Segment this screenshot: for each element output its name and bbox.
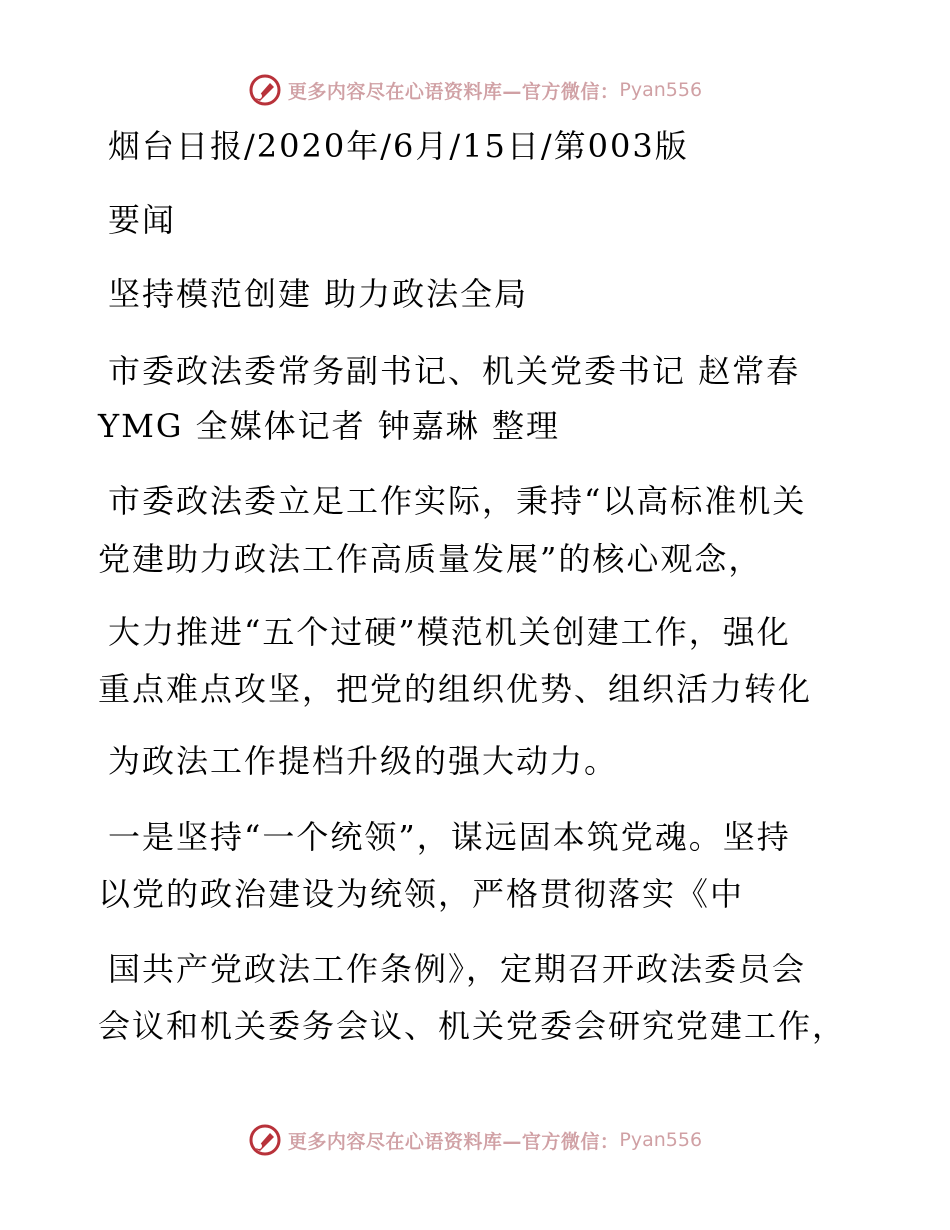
paragraph-line: 以党的政治建设为统领，严格贯彻落实《中: [98, 875, 745, 913]
header-watermark: [0, 70, 950, 110]
watermark-text: 更多内容尽在心语资料库—官方微信：: [287, 1130, 620, 1153]
paragraph-line: 党建助力政法工作高质量发展”的核心观念，: [98, 540, 763, 578]
section-label: 要闻: [108, 201, 177, 239]
paragraph-line: 为政法工作提档升级的强大动力。: [108, 742, 619, 780]
author-line: 市委政法委常务副书记、机关党委书记 赵常春: [108, 352, 801, 390]
watermark-text: 更多内容尽在心语资料库—官方微信：: [287, 80, 620, 103]
watermark-wechat-id: Pyan556: [619, 79, 703, 101]
paragraph-line: 会议和机关委务会议、机关党委会研究党建工作，: [98, 1007, 847, 1045]
pen-logo-icon: [248, 1123, 282, 1157]
paragraph-line: 一是坚持“一个统领”，谋远固本筑党魂。坚持: [108, 818, 791, 856]
paragraph-line: 大力推进“五个过硬”模范机关创建工作，强化: [108, 613, 791, 651]
source-line: 烟台日报/2020年/6月/15日/第003版: [108, 127, 689, 165]
watermark-wechat-id: Pyan556: [619, 1129, 703, 1151]
paragraph-line: 重点难点攻坚，把党的组织优势、组织活力转化: [98, 670, 813, 708]
paragraph-line: 国共产党政法工作条例》，定期召开政法委员会: [108, 950, 807, 988]
footer-watermark: [0, 1120, 950, 1160]
reporter-line: YMG 全媒体记者 钟嘉琳 整理: [98, 407, 560, 445]
article-title: 坚持模范创建 助力政法全局: [108, 275, 529, 313]
paragraph-line: 市委政法委立足工作实际，秉持“以高标准机关: [108, 482, 807, 520]
pen-logo-icon: [248, 73, 282, 107]
